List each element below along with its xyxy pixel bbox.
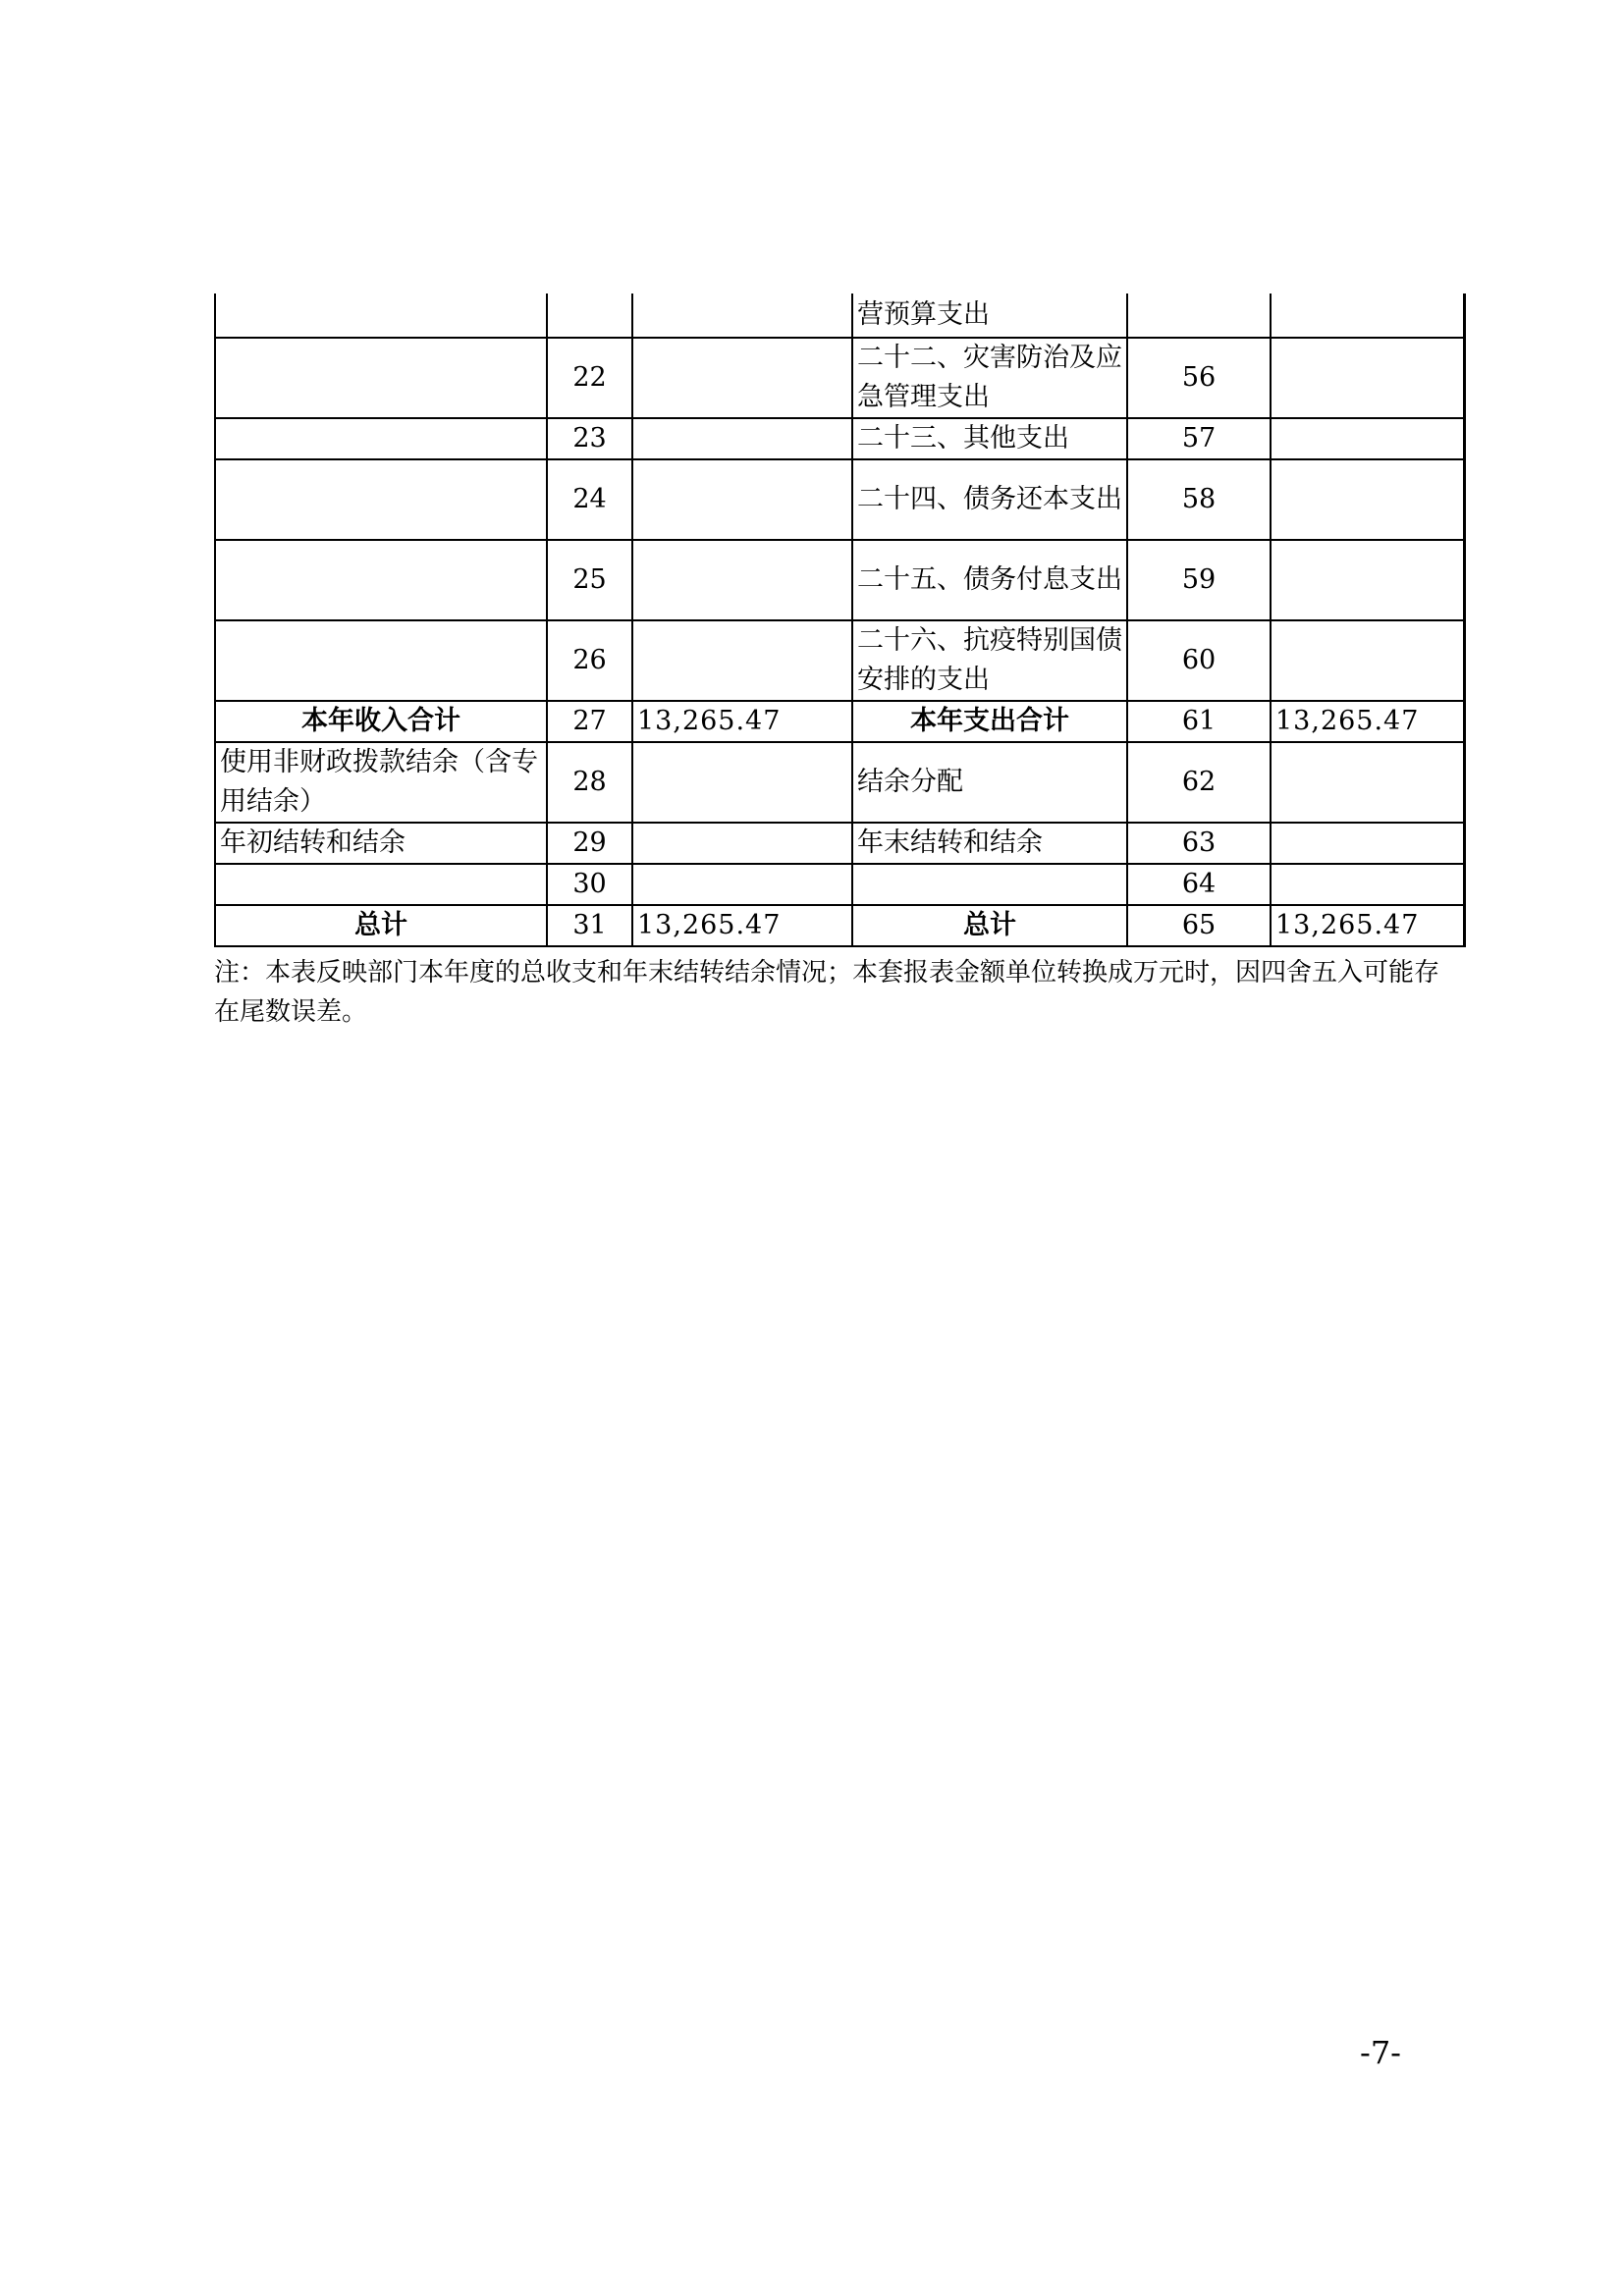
income-amount [632, 823, 852, 864]
expenditure-item-label: 结余分配 [852, 742, 1127, 823]
expenditure-item-label: 二十三、其他支出 [852, 418, 1127, 459]
expenditure-row-number: 65 [1127, 905, 1271, 946]
table-row [215, 701, 1464, 742]
income-expenditure-table [214, 294, 1466, 947]
income-row-number: 31 [547, 905, 632, 946]
income-row-number [547, 294, 632, 338]
expenditure-amount [1271, 823, 1464, 864]
income-grand-total-label: 总计 [215, 905, 547, 946]
income-item-label: 年初结转和结余 [215, 823, 547, 864]
expenditure-row-number: 61 [1127, 701, 1271, 742]
income-row-number: 30 [547, 864, 632, 905]
income-row-number: 25 [547, 540, 632, 620]
income-row-number: 27 [547, 701, 632, 742]
income-item-label [215, 540, 547, 620]
table-row [215, 459, 1464, 540]
income-item-label: 使用非财政拨款结余（含专用结余） [215, 742, 547, 823]
expenditure-row-number [1127, 294, 1271, 338]
expenditure-row-number: 64 [1127, 864, 1271, 905]
expenditure-total-amount: 13,265.47 [1271, 701, 1464, 742]
income-amount [632, 864, 852, 905]
table-row [215, 338, 1464, 418]
income-row-number: 29 [547, 823, 632, 864]
income-item-label [215, 864, 547, 905]
expenditure-amount [1271, 418, 1464, 459]
income-total-label: 本年收入合计 [215, 701, 547, 742]
expenditure-amount [1271, 294, 1464, 338]
income-item-label [215, 294, 547, 338]
expenditure-grand-total-label: 总计 [852, 905, 1127, 946]
expenditure-total-label: 本年支出合计 [852, 701, 1127, 742]
table-row [215, 620, 1464, 701]
expenditure-grand-total-amount: 13,265.47 [1271, 905, 1464, 946]
expenditure-item-label: 营预算支出 [852, 294, 1127, 338]
expenditure-row-number: 63 [1127, 823, 1271, 864]
income-amount [632, 742, 852, 823]
table-row [215, 540, 1464, 620]
expenditure-item-label: 二十五、债务付息支出 [852, 540, 1127, 620]
income-row-number: 24 [547, 459, 632, 540]
expenditure-row-number: 58 [1127, 459, 1271, 540]
expenditure-amount [1271, 459, 1464, 540]
income-amount [632, 620, 852, 701]
expenditure-item-label [852, 864, 1127, 905]
expenditure-amount [1271, 864, 1464, 905]
expenditure-amount [1271, 742, 1464, 823]
income-amount [632, 540, 852, 620]
expenditure-amount [1271, 540, 1464, 620]
table-row [215, 823, 1464, 864]
expenditure-row-number: 56 [1127, 338, 1271, 418]
expenditure-item-label: 年末结转和结余 [852, 823, 1127, 864]
income-grand-total-amount: 13,265.47 [632, 905, 852, 946]
expenditure-row-number: 60 [1127, 620, 1271, 701]
expenditure-item-label: 二十四、债务还本支出 [852, 459, 1127, 540]
table-footnote: 注：本表反映部门本年度的总收支和年末结转结余情况；本套报表金额单位转换成万元时，因四舍五入可能存在尾数误差。 [214, 958, 1440, 1027]
budget-sheet [214, 294, 1453, 1032]
income-amount [632, 338, 852, 418]
income-item-label [215, 338, 547, 418]
expenditure-amount [1271, 338, 1464, 418]
expenditure-item-label: 二十六、抗疫特别国债安排的支出 [852, 620, 1127, 701]
income-amount [632, 418, 852, 459]
expenditure-row-number: 62 [1127, 742, 1271, 823]
table-row [215, 864, 1464, 905]
income-amount [632, 459, 852, 540]
expenditure-row-number: 57 [1127, 418, 1271, 459]
expenditure-amount [1271, 620, 1464, 701]
table-row [215, 418, 1464, 459]
income-row-number: 26 [547, 620, 632, 701]
expenditure-item-label: 二十二、灾害防治及应急管理支出 [852, 338, 1127, 418]
income-item-label [215, 418, 547, 459]
table-row [215, 294, 1464, 338]
page-number: -7- [1360, 2034, 1401, 2071]
income-row-number: 23 [547, 418, 632, 459]
income-row-number: 28 [547, 742, 632, 823]
income-row-number: 22 [547, 338, 632, 418]
income-item-label [215, 459, 547, 540]
income-total-amount: 13,265.47 [632, 701, 852, 742]
table-row [215, 905, 1464, 946]
expenditure-row-number: 59 [1127, 540, 1271, 620]
table-row [215, 742, 1464, 823]
income-amount [632, 294, 852, 338]
income-item-label [215, 620, 547, 701]
